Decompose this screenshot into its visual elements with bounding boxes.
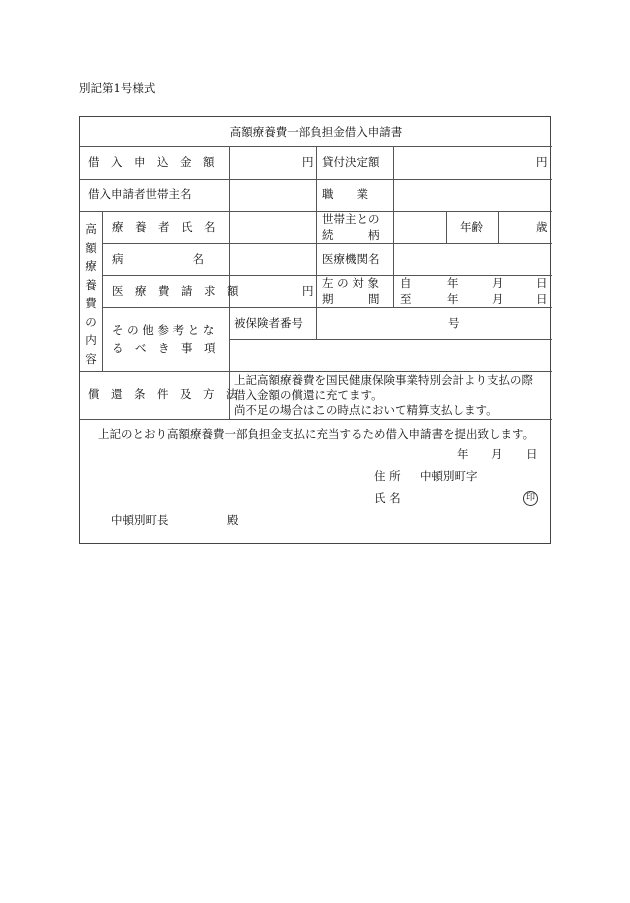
medical-claim-yen: 円: [302, 284, 314, 298]
honorific: 殿: [227, 513, 239, 527]
relation-label-1: 世帯主との: [322, 212, 380, 226]
hospital-label: 医療機関名: [322, 252, 380, 266]
address-value: 中頓別町字: [420, 469, 478, 483]
period-to-year: 年: [447, 292, 459, 306]
period-to: 至: [400, 292, 412, 306]
repayment-text-3: 尚不足の場合はこの時点において精算支払します。: [234, 403, 498, 417]
repayment-text-1: 上記高額療養費を国民健康保険事業特別会計より支払の際: [234, 373, 533, 387]
period-to-day: 日: [536, 292, 548, 306]
loan-amount-label: 借 入 申 込 金 額: [88, 155, 215, 169]
loan-amount-yen: 円: [302, 155, 314, 169]
application-form: [79, 116, 551, 544]
declaration-text: 上記のとおり高額療養費一部負担金支払に充当するため借入申請書を提出致します。: [98, 427, 535, 441]
addressee: 中頓別町長: [111, 513, 169, 527]
period-from-month: 月: [492, 276, 504, 290]
repayment-text-2: 借入金額の償還に充てます。: [234, 388, 383, 402]
other-label-1: そ の 他 参 考 と な: [112, 323, 215, 337]
form-number: 別記第1号様式: [79, 81, 156, 95]
decision-amount-label: 貸付決定額: [322, 155, 380, 169]
disease-label: 病 名: [112, 252, 204, 266]
period-from-day: 日: [536, 276, 548, 290]
relation-label-2: 続 柄: [322, 228, 380, 242]
other-label-2: る べ き 事 項: [112, 341, 216, 355]
medical-claim-label: 医 療 費 請 求 額: [112, 284, 239, 298]
decision-amount-yen: 円: [536, 155, 548, 169]
insured-number-suffix: 号: [448, 316, 460, 330]
period-to-month: 月: [492, 292, 504, 306]
age-unit: 歳: [536, 220, 548, 234]
date-day: 日: [526, 447, 538, 461]
insured-number-label: 被保険者番号: [234, 316, 303, 330]
form-title: 高額療養費一部負担金借入申請書: [229, 125, 403, 139]
date-month: 月: [491, 447, 503, 461]
age-label: 年齢: [460, 220, 483, 234]
period-label-1: 左 の 対 象: [322, 276, 379, 290]
occupation-label: 職 業: [322, 187, 368, 201]
period-label-2: 期 間: [322, 292, 380, 306]
household-head-label: 借入申請者世帯主名: [88, 187, 192, 201]
repayment-label: 償 還 条 件 及 方 法: [88, 387, 238, 401]
patient-name-label: 療 養 者 氏 名: [112, 220, 216, 234]
date-year: 年: [457, 447, 469, 461]
section-label-vertical: 高 額 療 養 費 の 内 容: [85, 222, 97, 366]
period-from: 自: [400, 276, 412, 290]
name-label: 氏 名: [374, 491, 401, 505]
seal-icon: 印: [523, 491, 538, 506]
period-from-year: 年: [447, 276, 459, 290]
address-label: 住 所: [374, 469, 401, 483]
